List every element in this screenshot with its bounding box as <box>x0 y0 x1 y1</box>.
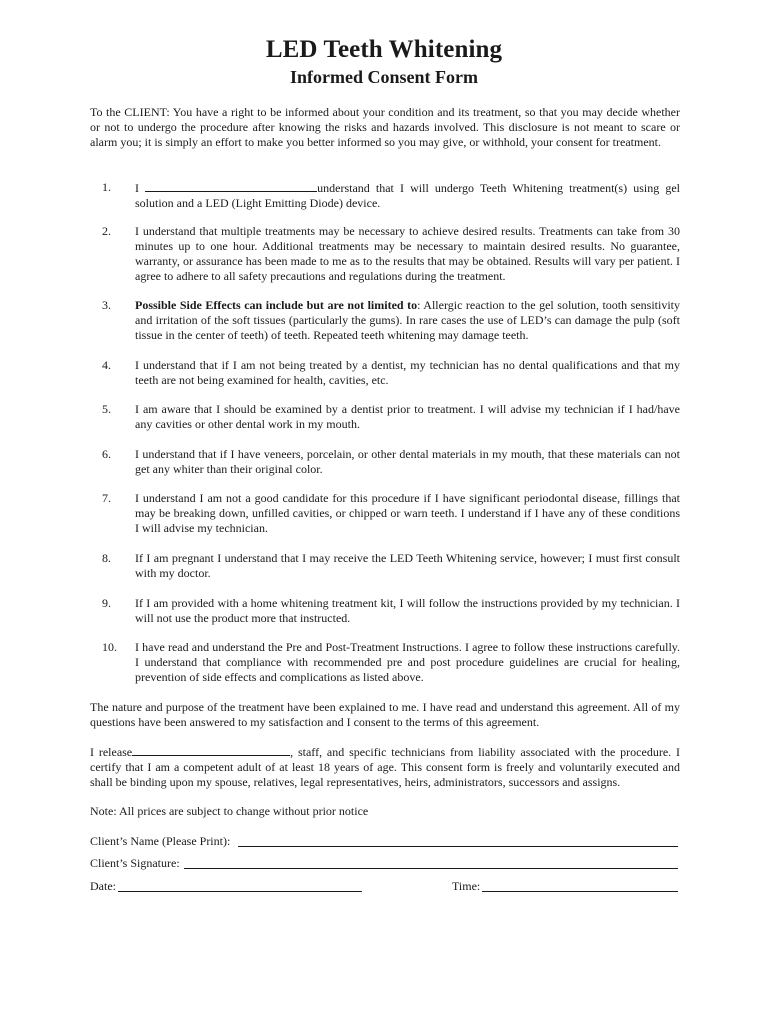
client-name-field[interactable] <box>238 846 678 847</box>
date-field[interactable] <box>118 891 362 892</box>
item-6-text: I understand that if I have veneers, porcelain, or other dental materials in my mouth, that these materials can not get any whiter than their original color. <box>135 447 680 476</box>
item-3-text: : Allergic reaction to the gel solution, tooth sensitivity and irritation of the soft tissues (particularly the gums). In rare cases the use of LED’s can damage the pulp (soft tissue in the center of teeth) of teeth. Repeated teeth whitening may damage teeth. <box>135 298 680 342</box>
item-number: 4. <box>102 358 111 372</box>
list-item-3 <box>90 298 680 343</box>
document-subtitle: Informed Consent Form <box>290 67 478 87</box>
release-text: , staff, and specific technicians from liability associated with the procedure. I certify that I am a competent adult of at least 18 years of age. This consent form is freely and voluntarily executed and shall be binding upon my spouse, relatives, legal representatives, heirs, administrators, successors and assigns. <box>90 745 680 789</box>
time-field[interactable] <box>482 891 678 892</box>
item-4-text: I understand that if I am not being treated by a dentist, my technician has no dental qualifications and that my teeth are not being examined for health, cavities, etc. <box>135 358 680 387</box>
nature-paragraph: The nature and purpose of the treatment have been explained to me. I have read and understand this agreement. All of my questions have been answered to my satisfaction and I consent to the terms of this agreement. <box>90 700 680 729</box>
side-effects-heading: Possible Side Effects can include but are not limited to <box>135 298 418 312</box>
item-9-text: If I am provided with a home whitening treatment kit, I will follow the instructions provided by my technician. I will not use the product more that instructed. <box>135 596 680 625</box>
item-number: 2. <box>102 224 111 238</box>
item-number: 6. <box>102 447 111 461</box>
item-7-text: I understand I am not a good candidate for this procedure if I have significant periodontal disease, fillings that may be breaking down, unfilled cavities, or chipped or warn teeth. I understand if I have any of these conditions I will advise my technician. <box>135 491 680 535</box>
item-number: 3. <box>102 298 111 312</box>
list-item-2 <box>90 224 680 284</box>
list-item-10 <box>90 640 680 685</box>
item-number: 5. <box>102 402 111 416</box>
document-title: LED Teeth Whitening <box>265 36 503 63</box>
item-10-text: I have read and understand the Pre and Post-Treatment Instructions. I agree to follow these instructions carefully. I understand that compliance with recommended pre and post procedure guidelines are crucial for healing, prevention of side effects and complications as listed above. <box>135 640 680 684</box>
release-prefix: I release <box>90 745 133 759</box>
item-5-text: I am aware that I should be examined by a dentist prior to treatment. I will advise my technician if I had/have any cavities or other dental work in my mouth. <box>135 402 680 431</box>
date-label: Date: <box>90 879 116 893</box>
client-name-label: Client’s Name (Please Print): <box>90 834 231 848</box>
item-number: 7. <box>102 491 111 505</box>
client-signature-field[interactable] <box>184 868 678 869</box>
client-name-blank[interactable] <box>145 180 317 192</box>
note-text: Note: All prices are subject to change without prior notice <box>90 804 369 818</box>
list-item-5 <box>90 402 680 432</box>
client-signature-label: Client’s Signature: <box>90 856 180 870</box>
time-label: Time: <box>452 879 481 893</box>
list-item-1 <box>90 180 680 211</box>
item-2-text: I understand that multiple treatments may be necessary to achieve desired results. Treatments can take from 30 minutes up to one hour. Additional treatments may be necessary to maintain desired results. No guarantee, warranty, or assurance has been made to me as to the results that may be obtained. Results will vary per patient. I agree to adhere to all safety precautions and regulations during the treatment. <box>135 224 680 283</box>
release-paragraph <box>90 744 680 790</box>
intro-paragraph: To the CLIENT: You have a right to be informed about your condition and its treatment, so that you may decide whether or not to undergo the procedure after knowing the risks and hazards involved. This disclosure is not meant to scare or alarm you; it is simply an effort to make you better informed so you may give, or withhold, your consent for treatment. <box>90 105 680 149</box>
list-item-4 <box>90 358 680 388</box>
item-number: 9. <box>102 596 111 610</box>
list-item-8 <box>90 551 680 581</box>
item-number: 10. <box>102 640 117 654</box>
item-1-prefix: I <box>135 181 146 195</box>
item-1-text: understand that I will undergo Teeth Whitening treatment(s) using gel solution and a LED (Light Emitting Diode) device. <box>135 181 680 210</box>
release-name-blank[interactable] <box>132 744 290 756</box>
item-number: 8. <box>102 551 111 565</box>
item-number: 1. <box>102 180 111 194</box>
list-item-6 <box>90 447 680 477</box>
item-8-text: If I am pregnant I understand that I may receive the LED Teeth Whitening service, however; I must first consult with my doctor. <box>135 551 680 580</box>
list-item-7 <box>90 491 680 536</box>
list-item-9 <box>90 596 680 626</box>
